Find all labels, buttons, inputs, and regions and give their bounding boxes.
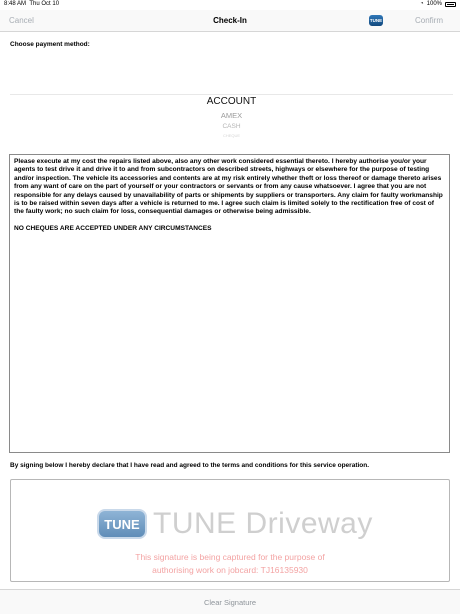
status-time-date [4, 1, 59, 7]
status-right [420, 1, 456, 7]
picker-option-cash[interactable]: CASH [222, 123, 241, 130]
bottom-toolbar [0, 589, 460, 614]
status-bar [0, 0, 460, 10]
picker-option-account[interactable]: ACCOUNT [206, 96, 257, 107]
tune-logo-icon: TUNE [369, 15, 383, 26]
payment-method-picker[interactable] [10, 92, 453, 142]
signature-note [11, 551, 449, 577]
page-title: Check-In [213, 16, 247, 25]
picker-option-cheque[interactable]: CHEQUE [222, 133, 241, 138]
status-date: Thu Oct 10 [29, 1, 60, 7]
status-time: 8:48 AM [4, 1, 27, 7]
navigation-bar [0, 10, 460, 32]
wifi-icon: ◔ [420, 1, 424, 7]
payment-method-label: Choose payment method: [10, 41, 90, 48]
brand-name: TUNE Driveway [153, 507, 373, 540]
brand-watermark [97, 507, 373, 541]
confirm-button[interactable]: Confirm [414, 16, 443, 25]
clear-signature-button[interactable]: Clear Signature [203, 598, 257, 607]
terms-notice: NO CHEQUES ARE ACCEPTED UNDER ANY CIRCUMSTANCES [14, 224, 212, 232]
cancel-button[interactable]: Cancel [9, 16, 34, 25]
battery-percent: 100% [426, 1, 442, 7]
tune-badge-icon: TUNE [97, 509, 147, 539]
terms-paragraph: Please execute at my cost the repairs listed above, also any other work considered essential thereto. I hereby authorise you/or your agents to test drive it and drive it to and from subcontractors on described streets, highways or elsewhere for the purpose of testing and/or inspection. The vehicle its accessories and contents are at my risk entirely whether theft or loss thereof or damage thereto arises from any want of care on the part of yourself or your contractors or servants or from any cause whatsoever. I agree that you are not responsible for any delays caused by unavailability of parts or shipments by suppliers or transporters. Any claim for faulty workmanship is to be raised within seven days after a vehicle is returned to me. I agree such claim is limited solely to the rectification free of cost of the faulty work; no such claim for loss, consequential damages or otherwise being admissible. [14, 158, 443, 216]
declaration-text: By signing below I hereby declare that I have read and agreed to the terms and conditions for this service operation. [10, 462, 370, 469]
signature-pad[interactable] [10, 479, 450, 582]
picker-divider [10, 94, 453, 95]
signature-note-line1: This signature is being captured for the purpose of [135, 552, 325, 562]
signature-note-line2: authorising work on jobcard: TJ16135930 [152, 565, 308, 575]
battery-icon [445, 2, 456, 7]
terms-text-area[interactable] [9, 154, 450, 453]
picker-option-amex[interactable]: AMEX [220, 111, 243, 120]
